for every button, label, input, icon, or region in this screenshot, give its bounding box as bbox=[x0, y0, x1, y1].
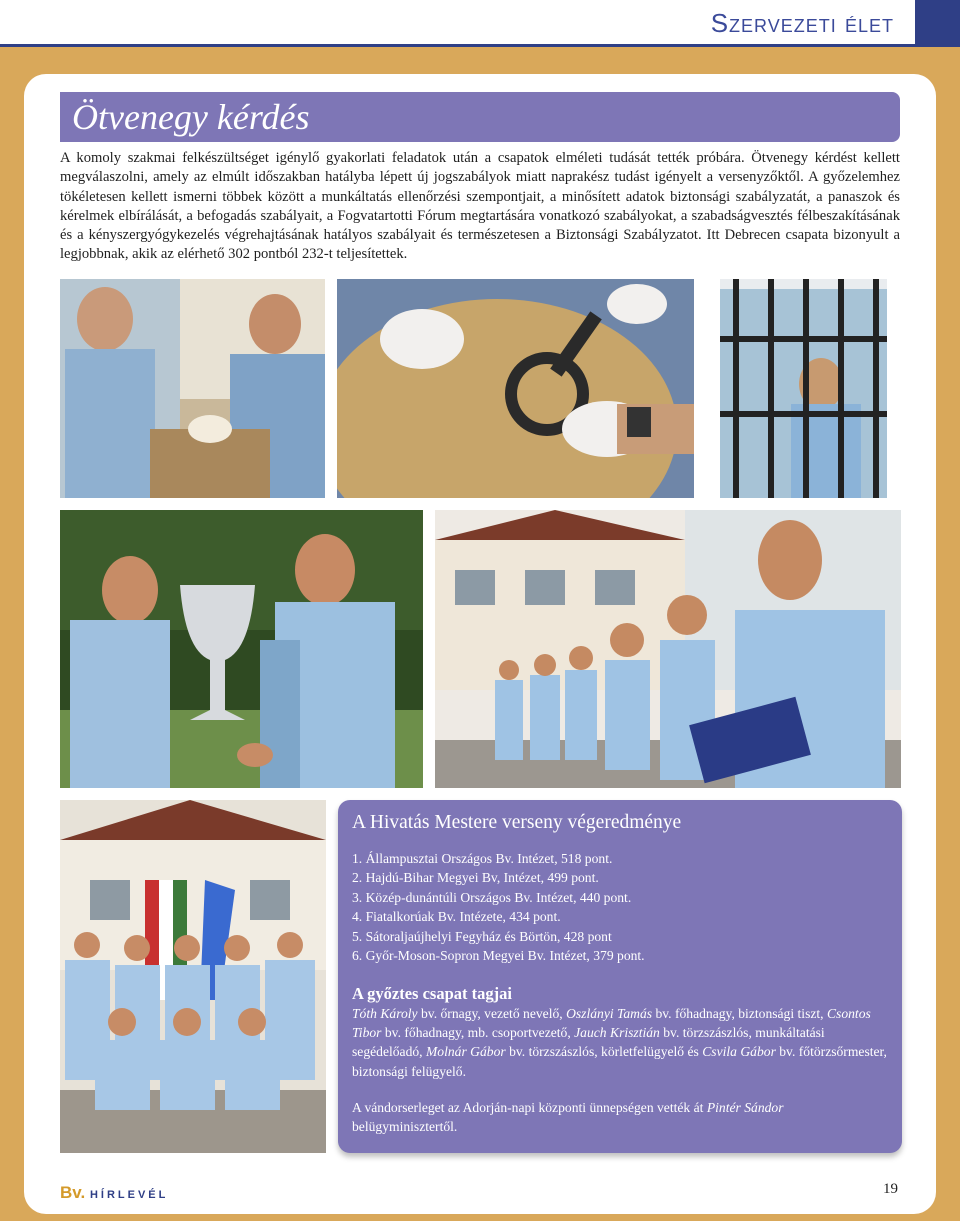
trophy-note: A vándorserleget az Adorján-napi központi ünnepségen vették át Pintér Sándor belügyminisztertől. bbox=[352, 1100, 784, 1135]
winner-name: Csvila Gábor bbox=[702, 1044, 776, 1060]
page-number: 19 bbox=[883, 1181, 898, 1197]
photo-winning-team bbox=[60, 800, 326, 1153]
section-title: Szervezeti élet bbox=[710, 8, 894, 38]
winners-heading: A győztes csapat tagjai bbox=[352, 984, 512, 1003]
photo-inspection-officers bbox=[60, 279, 325, 498]
winner-name: Oszlányi Tamás bbox=[566, 1006, 653, 1021]
result-item: 4. Fiatalkorúak Bv. Intézete, 434 pont. bbox=[352, 909, 561, 925]
photo-window-bars bbox=[706, 279, 901, 498]
header-corner-block bbox=[915, 0, 960, 47]
winner-name: Jauch Krisztián bbox=[574, 1025, 660, 1041]
result-item: 6. Győr-Moson-Sopron Megyei Bv. Intézet, 379 pont. bbox=[352, 948, 645, 964]
results-heading: A Hivatás Mestere verseny végeredménye bbox=[352, 812, 682, 833]
header-rule bbox=[0, 44, 915, 47]
result-item: 2. Hajdú-Bihar Megyei Bv, Intézet, 499 pont. bbox=[352, 870, 599, 886]
result-item: 3. Közép-dunántúli Országos Bv. Intézet, 440 pont. bbox=[352, 889, 632, 905]
photo-metal-detector bbox=[337, 279, 694, 498]
article-title-band bbox=[60, 92, 900, 142]
minister-name: Pintér Sándor bbox=[706, 1100, 784, 1115]
photo-officers-lineup bbox=[435, 510, 901, 788]
winners-text: Tóth Károly bv. őrnagy, vezető nevelő, Oszlányi Tamás bv. főhadnagy, biztonsági tiszt, Csontos Tibor bv. főhadnagy, mb. csoportvezető, Jauch Krisztián bv. törzszászlós, munkáltatási segédelőadó, Molnár Gábor bv. törzszászlós, körletfelügyelő és Csvila Gábor bv. főtörzsőrmester, biztonsági felügyelő. bbox=[352, 1006, 887, 1079]
photo-trophy-handshake bbox=[60, 510, 423, 788]
winner-name: Csontos Tibor bbox=[352, 1006, 871, 1041]
article-title: Ötvenegy kérdés bbox=[72, 97, 310, 137]
result-item: 5. Sátoraljaújhelyi Fegyház és Börtön, 428 pont bbox=[352, 928, 612, 944]
article-intro: A komoly szakmai felkészültséget igénylő gyakorlati feladatok után a csapatok elméleti tudását tették próbára. Ötvenegy kérdést kellett megválaszolni, amely az elmúlt időszakban hatályba lépett új jogszabályok miatt naprakész tudást igényelt a versenyzőktől. A győzelemhez tökéletesen kellett ismerni többek között a munkáltatás ellenőrzési szempontjait, a minősített adatok biztonsági szabályzatát, a panaszok és kérelmek elbírálását, a befogadás szabályait, a Fogvatartotti Fórum megtartására vonatkozó szabályokat, a szabadságvesztés félbeszakításának és a kényszergyógykezelés végrehajtásának hatályos szabályait és természetesen a Biztonsági Szabályzatot. Itt Debrecen csapata bizonyult a legjobbnak, akik az elérhető 302 pontból 232-t teljesítettek. bbox=[60, 150, 900, 263]
newsletter-logo: Bv. HÍRLEVÉL bbox=[60, 1183, 169, 1202]
results-list bbox=[352, 849, 645, 965]
winner-name: Molnár Gábor bbox=[425, 1044, 506, 1060]
result-item: 1. Állampusztai Országos Bv. Intézet, 518 pont. bbox=[352, 851, 613, 866]
winner-name: Tóth Károly bbox=[352, 1006, 418, 1021]
